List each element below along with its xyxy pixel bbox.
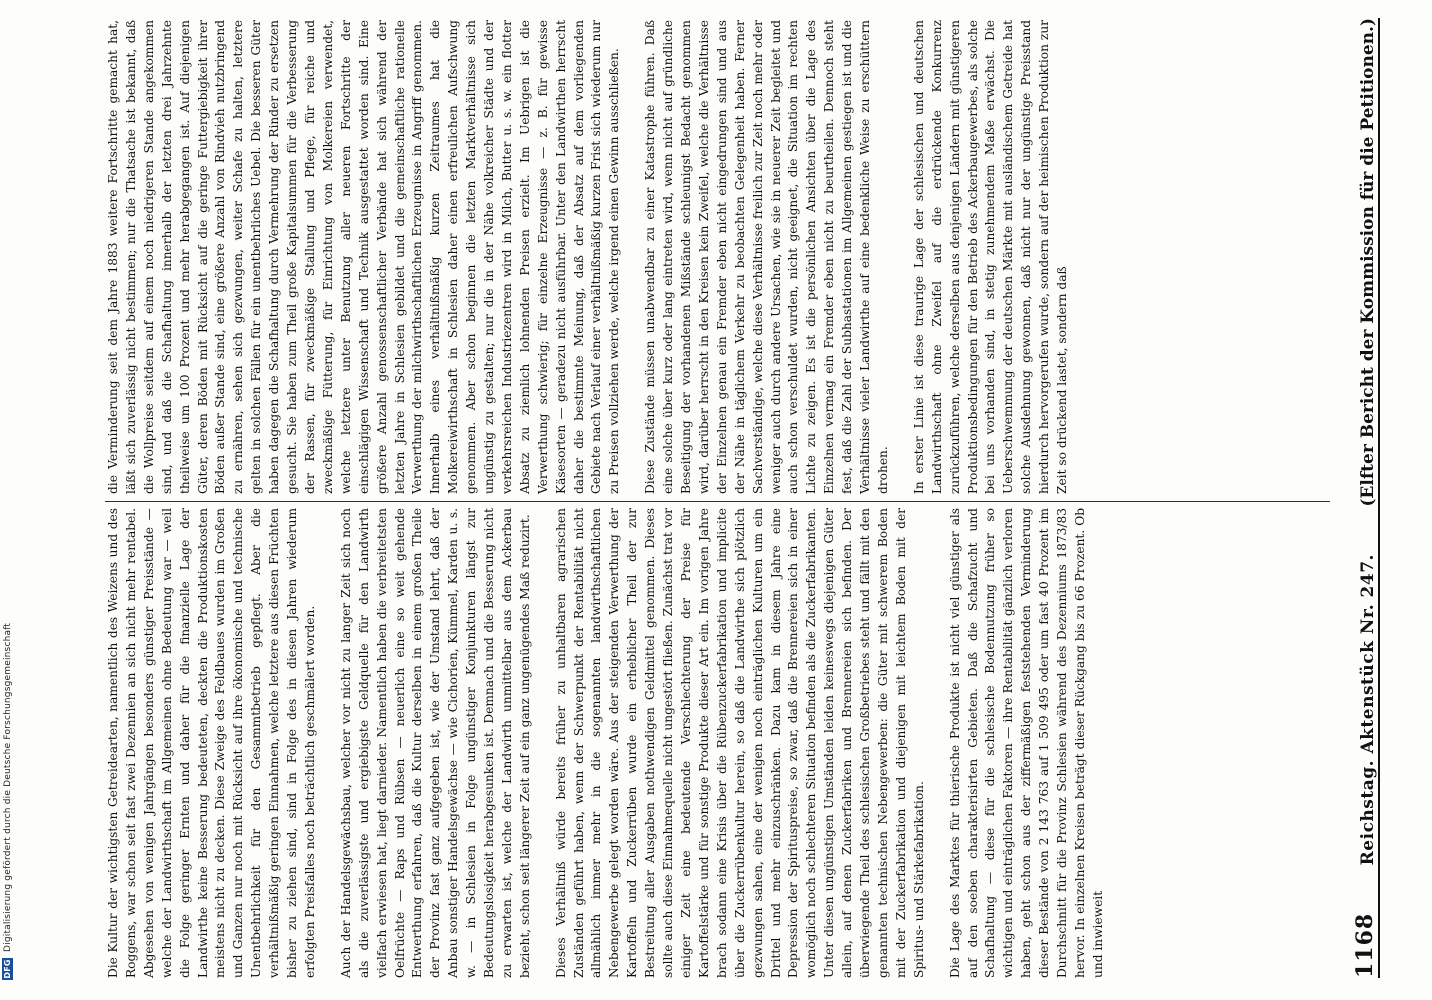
column-divider bbox=[105, 501, 1330, 502]
running-title: Reichstag. Aktenstück Nr. 247. bbox=[1358, 554, 1378, 866]
digitization-credit bbox=[2, 623, 13, 980]
running-subtitle: (Elfter Bericht der Kommission für die Petitionen.) bbox=[1358, 18, 1378, 507]
dfg-logo: DFG bbox=[3, 959, 12, 979]
text-column-right: die Verminderung seit dem Jahre 1883 weitere Fortschritte gemacht hat, läßt sich zuverlässig nicht bestimmen; nur die Thatsache ist bekannt, daß die Wollpreise seitdem auf einem noch niedrigeren Stande angekommen sind, und daß die Schafhaltung innerhalb der letzten drei Jahrzehnte theilweise um 100 Prozent und mehr herabgegangen ist. Auf diejenigen Güter, deren Böden mit Rücksicht auf die geringe Futtergiebigkeit ihrer Böden außer Stande sind, eine größere Anzahl von Rindvieh nutzbringend zu ernähren, sehen sich gezwungen, weiter Schafe zu halten, letztere gelten in solchen Fällen für ein unentbehrliches Uebel. Die besseren Güter haben dagegen die Schafhaltung durch Vermehrung der Rinder zu ersetzen gesucht. Sie haben zum Theil große Kapitalsummen für die Verbesserung der Rassen, für zweckmäßige Stallung und Pflege, für reiche und zweckmäßige Fütterung, für Einrichtung von Molkereien verwendet, welche letztere unter Benutzung aller neueren Fortschritte der einschlägigen Wissenschaft und Technik ausgestattet worden sind. Eine größere Anzahl genossenschaftlicher Verbände hat sich während der letzten Jahre in Schlesien gebildet und die gemeinschaftliche rationelle Verwerthung der milchwirthschaftlichen Erzeugnisse in Angriff genommen. Innerhalb eines verhältnißmäßig kurzen Zeitraumes hat die Molkereiwirthschaft in Schlesien daher einen erfreulichen Aufschwung genommen. Aber schon beginnen die letzten Marktverhältnisse sich ungünstig zu gestalten; nur die in der Nähe volkreicher Städte und der verkehrsreichen Industriezentren wird in Milch, Butter u. s. w. ein flotter Absatz zu ziemlich lohnenden Preisen erzielt. Im Uebrigen ist die Verwerthung schwierig; für einzelne Erzeugnisse — z. B. für gewisse Käsesorten — geradezu nicht ausführbar. Unter den Landwirthen herrscht daher die bestimmte Meinung, daß der Absatz auf dem vorliegenden Gebiete nach Verlauf einer verhältnißmäßig kurzen Frist sich wiederum nur zu Preisen vollziehen werde, welche irgend einen Gewinn ausschließen. Diese Zustände müssen unabwendbar zu einer Katastrophe führen. Daß eine solche über kurz oder lang eintreten wird, wenn nicht auf gründliche Beseitigung der vorhandenen Mißstände schleunigst Bedacht genommen wird, darüber herrscht in den Kreisen kein Zweifel, welche die Verhältnisse der Einzelnen genau ein Fremder eben nicht eingedrungen sind und aus der Nähe in täglichem Verkehr zu beobachten Gelegenheit haben. Ferner Sachverständige, welche diese Verhältnisse freilich zur Zeit noch mehr oder weniger auch durch andere Ursachen, wie sie in neuerer Zeit begleitet und auch schon verschuldet wurden, nicht geeignet, die Situation im rechten Lichte zu zeigen. Es ist die persönlichen Ansichten über die Lage des Einzelnen vermag ein Fremder eben nicht zu beurtheilen. Dennoch steht fest, daß die Zahl der Subhastationen im Allgemeinen gestiegen ist und die Verhältnisse vieler Landwirthe auf eine bedenkliche Weise zu erschüttern drohen. In erster Linie ist diese traurige Lage der schlesischen und deutschen Landwirthschaft ohne Zweifel auf die erdrückende Konkurrenz zurückzuführen, welche derselben aus denjenigen Ländern mit günstigeren Produktionsbedingungen für den Betrieb des Ackerbaugewerbes, als solche bei uns vorhanden sind, in stetig zunehmendem Maße erwächst. Die Ueberschwemmung der deutschen Märkte mit ausländischem Getreide hat solche Ausdehnung gewonnen, daß nicht nur der ungünstige Preisstand hierdurch hervorgerufen wurde, sondern auf der heimischen Produktion zur Zeit so drückend lastet, sondern daß bbox=[106, 20, 1070, 494]
page-number: 1168 bbox=[1352, 912, 1378, 978]
text-column-left: Die Kultur der wichtigsten Getreidearten, namentlich des Weizens und des Roggens, war schon seit fast zwei Dezennien an sich nicht mehr rentabel. Abgesehen von wenigen Jahrgängen besonders günstiger Preisstände — welche der Landwirthschaft im Allgemeinen ohne Bedeutung war — weil die Folge geringer Ernten und daher für die finanzielle Lage der Landwirthe keine Besserung bedeuteten, deckten die Produktionskosten meistens nicht zu decken. Diese Zweige des Feldbaues wurden im Großen und Ganzen nur noch mit Rücksicht auf ihre ökonomische und technische Unentbehrlichkeit für den Gesammtbetrieb gepflegt. Aber die verhältnißmäßig geringen Einnahmen, welche letztere aus diesen Früchten bisher zu ziehen sind, sind in Folge des in diesen Jahren wiederum erfolgten Preisfalles noch beträchtlich geschmälert worden. Auch der Handelsgewächsbau, welcher vor nicht zu langer Zeit sich noch als die zuverlässigste und ergiebigste Geldquelle für den Landwirth vielfach erwiesen hat, liegt darnieder. Namentlich haben die verbreitetsten Oelfrüchte — Raps und Rübsen — neuerlich eine so weit gehende Entwerthung erfahren, daß die Kultur derselben in einem großen Theile der Provinz fast ganz aufgegeben ist, wie der Umstand lehrt, daß der Anbau sonstiger Handelsgewächse — wie Cichorien, Kümmel, Karden u. s. w. — in Schlesien in Folge ungünstiger Konjunkturen längst zur Bedeutungslosigkeit herabgesunken ist. Demnach und die Besserung nicht zu erwarten ist, welche der Landwirth unmittelbar aus dem Ackerbau bezieht, schon seit längerer Zeit auf ein ganz ungenügendes Maß reduzirt. Dieses Verhältniß würde bereits früher zu unhaltbaren agrarischen Zuständen geführt haben, wenn der Schwerpunkt der Rentabilität nicht allmählich immer mehr in die sogenannten landwirthschaftlichen Nebengewerbe gelegt worden wäre. Aus der steigenden Verwerthung der Kartoffeln und Zuckerrüben wurde ein erheblicher Theil der zur Bestreitung aller Ausgaben nothwendigen Geldmittel genommen. Dieses sollte auch diese Einnahmequelle nicht ungestört fließen. Zunächst trat vor einiger Zeit eine bedeutende Verschlechterung der Preise für Kartoffelstärke und für sonstige Produkte dieser Art ein. Im vorigen Jahre brach sodann eine Krisis über die Rübenzuckerfabrikation und implicite über die Zuckerrübenkultur herein, so daß die Landwirthe sich plötzlich gezwungen sahen, eine der wenigen noch einträglichen Kulturen um ein Drittel und mehr einzuschränken. Dazu kam in diesem Jahre eine Depression der Spirituspreise, so zwar, daß die Brennereien sich in einer womöglich noch schlechteren Situation befinden als die Zuckerfabrikanten. Unter diesen ungünstigen Umständen leiden keineswegs diejenigen Güter allein, auf denen Zuckerfabriken und Brennereien sich befinden. Der überwiegende Theil des schlesischen Großbetriebes steht und fällt mit den genannten technischen Nebengewerben: die Güter mit schwerem Boden mit der Zuckerfabrikation und diejenigen mit leichtem Boden mit der Spiritus- und Stärkefabrikation. Die Lage des Marktes für thierische Produkte ist nicht viel günstiger als auf den soeben charakterisirten Gebieten. Daß die Schafzucht und Schafhaltung — diese für die schlesische Bodennutzung früher so wichtigen und einträglichen Faktoren — ihre Rentabilität gänzlich verloren haben, geht schon aus der ziffermäßigen feststehenden Verminderung dieser Bestände von 2 143 763 auf 1 509 495 oder um fast 40 Prozent im Durchschnitt für die Provinz Schlesien während des Dezenniums 1873/83 hervor. In einzelnen Kreisen beträgt dieser Rückgang bis zu 66 Prozent. Ob und inwieweit bbox=[106, 508, 1105, 978]
page-header bbox=[1338, 18, 1380, 978]
credit-text: Digitalisierung gefördert durch die Deutsche Forschungsgemeinschaft bbox=[2, 622, 13, 952]
